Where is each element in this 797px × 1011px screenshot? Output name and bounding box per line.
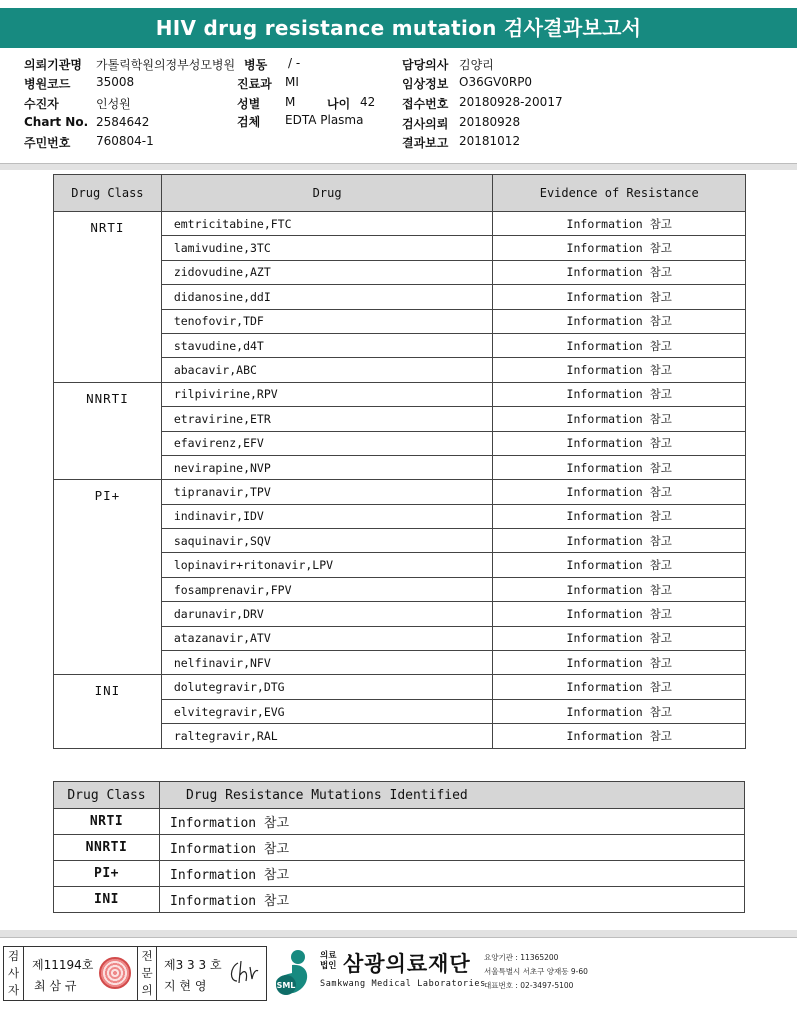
evidence-cell: Information 참고 xyxy=(493,431,746,455)
org-english-name: Samkwang Medical Laboratories xyxy=(320,979,486,989)
drug-name-cell: elvitegravir,EVG xyxy=(161,699,493,723)
sml-logo-icon xyxy=(272,947,316,997)
table-row xyxy=(54,675,746,699)
table-row xyxy=(54,835,745,861)
evidence-cell: Information 참고 xyxy=(493,382,746,406)
evidence-cell: Information 참고 xyxy=(493,358,746,382)
header-drug: Drug xyxy=(161,175,493,212)
clinical-label: 임상정보 xyxy=(402,77,449,91)
table-row xyxy=(54,887,745,913)
mutation-table-header-row xyxy=(54,782,745,809)
drug-name-cell: atazanavir,ATV xyxy=(161,626,493,650)
specialist-name: 지 현 영 xyxy=(164,979,207,993)
specialist-vert-char: 전 xyxy=(141,949,153,963)
table-row xyxy=(54,809,745,835)
evidence-cell: Information 참고 xyxy=(493,285,746,309)
drug-name-cell: rilpivirine,RPV xyxy=(161,382,493,406)
sex-value: M xyxy=(285,95,296,109)
drug-name-cell: tipranavir,TPV xyxy=(161,480,493,504)
table-row xyxy=(54,382,746,406)
seal-stamp-icon xyxy=(99,957,131,989)
org-address: 서울특별시 서초구 양재동 9-60 xyxy=(484,967,588,976)
examiner-vert-char: 자 xyxy=(7,983,20,997)
footer-divider xyxy=(0,930,797,938)
examiner-number: 제11194호 xyxy=(32,958,94,972)
evidence-cell: Information 참고 xyxy=(493,236,746,260)
receipt-value: 20180928-20017 xyxy=(459,95,563,109)
mutation-class-cell: NNRTI xyxy=(54,835,160,861)
drug-name-cell: emtricitabine,FTC xyxy=(161,212,493,236)
examiner-name: 최 삼 규 xyxy=(34,979,77,993)
age-label: 나이 xyxy=(327,97,351,111)
drug-name-cell: indinavir,IDV xyxy=(161,504,493,528)
drug-name-cell: efavirenz,EFV xyxy=(161,431,493,455)
drug-name-cell: nevirapine,NVP xyxy=(161,455,493,479)
resident-value: 760804-1 xyxy=(96,134,154,148)
specialist-vertical-label xyxy=(137,947,157,1000)
clinical-value: O36GV0RP0 xyxy=(459,75,533,89)
result-label: 결과보고 xyxy=(402,136,449,150)
request-label: 검사의뢰 xyxy=(402,117,449,131)
evidence-cell: Information 참고 xyxy=(493,309,746,333)
table-row xyxy=(54,212,746,236)
resident-label: 주민번호 xyxy=(24,136,71,150)
drug-class-cell: NNRTI xyxy=(54,382,162,480)
drug-class-cell: INI xyxy=(54,675,162,748)
hospital-code-value: 35008 xyxy=(96,75,135,89)
receipt-label: 접수번호 xyxy=(402,97,449,111)
evidence-cell: Information 참고 xyxy=(493,724,746,748)
drug-name-cell: darunavir,DRV xyxy=(161,602,493,626)
specialist-vert-char: 의 xyxy=(141,983,153,997)
evidence-cell: Information 참고 xyxy=(493,675,746,699)
drug-name-cell: raltegravir,RAL xyxy=(161,724,493,748)
age-value: 42 xyxy=(360,95,376,109)
table-row xyxy=(54,861,745,887)
drug-name-cell: lamivudine,3TC xyxy=(161,236,493,260)
examiner-vertical-label xyxy=(4,947,24,1000)
logo-text: SML xyxy=(276,981,296,990)
dept-label: 진료과 xyxy=(237,77,272,91)
table-row xyxy=(54,480,746,504)
mutation-table xyxy=(53,781,745,913)
mutation-value-cell: Information 참고 xyxy=(160,809,745,835)
drug-table-body xyxy=(54,212,746,749)
institution-label: 의뢰기관명 xyxy=(24,58,82,72)
section-divider xyxy=(0,163,797,170)
evidence-cell: Information 참고 xyxy=(493,626,746,650)
evidence-cell: Information 참고 xyxy=(493,577,746,601)
org-legal-type: 의료 법인 xyxy=(320,951,337,971)
org-name: 삼광의료재단 xyxy=(343,952,471,976)
evidence-cell: Information 참고 xyxy=(493,553,746,577)
specialist-vert-char: 문 xyxy=(141,966,153,980)
mut-header-mutations: Drug Resistance Mutations Identified xyxy=(160,782,745,809)
drug-class-cell: PI+ xyxy=(54,480,162,675)
drug-name-cell: tenofovir,TDF xyxy=(161,309,493,333)
chart-value: 2584642 xyxy=(96,115,150,129)
signature-box xyxy=(3,946,267,1001)
drug-name-cell: stavudine,d4T xyxy=(161,333,493,357)
request-value: 20180928 xyxy=(459,115,521,129)
evidence-cell: Information 참고 xyxy=(493,529,746,553)
header-drug-class: Drug Class xyxy=(54,175,162,212)
doctor-label: 담당의사 xyxy=(402,58,449,72)
dept-value: MI xyxy=(285,75,299,89)
sex-label: 성별 xyxy=(237,97,261,111)
evidence-cell: Information 참고 xyxy=(493,212,746,236)
specimen-value: EDTA Plasma xyxy=(285,113,364,127)
mutation-value-cell: Information 참고 xyxy=(160,887,745,913)
evidence-cell: Information 참고 xyxy=(493,602,746,626)
drug-table-header-row xyxy=(54,175,746,212)
drug-name-cell: fosamprenavir,FPV xyxy=(161,577,493,601)
patient-info xyxy=(0,52,797,162)
mutation-class-cell: PI+ xyxy=(54,861,160,887)
mutation-value-cell: Information 참고 xyxy=(160,835,745,861)
drug-resistance-table xyxy=(53,174,746,749)
drug-name-cell: zidovudine,AZT xyxy=(161,260,493,284)
drug-name-cell: nelfinavir,NFV xyxy=(161,651,493,675)
evidence-cell: Information 참고 xyxy=(493,407,746,431)
examiner-vert-char: 검 xyxy=(7,949,20,963)
doctor-value: 김양리 xyxy=(459,58,494,72)
org-contact xyxy=(484,951,588,993)
specialist-number: 제3 3 3 호 xyxy=(164,958,222,972)
drug-name-cell: dolutegravir,DTG xyxy=(161,675,493,699)
evidence-cell: Information 참고 xyxy=(493,504,746,528)
specimen-label: 검체 xyxy=(237,115,261,129)
result-value: 20181012 xyxy=(459,134,521,148)
recipient-label: 수진자 xyxy=(24,97,59,111)
evidence-cell: Information 참고 xyxy=(493,333,746,357)
mutation-class-cell: INI xyxy=(54,887,160,913)
org-phone: 대표번호 : 02-3497-5100 xyxy=(484,981,574,990)
mut-header-drug-class: Drug Class xyxy=(54,782,160,809)
chart-label: Chart No. xyxy=(24,115,89,129)
header-evidence: Evidence of Resistance xyxy=(493,175,746,212)
drug-name-cell: etravirine,ETR xyxy=(161,407,493,431)
recipient-value: 인성원 xyxy=(96,97,131,111)
ward-value: / - xyxy=(288,56,301,70)
institution-value: 가톨릭학원의정부성모병원 xyxy=(96,58,236,72)
mutation-table-body xyxy=(54,809,745,913)
mutation-class-cell: NRTI xyxy=(54,809,160,835)
report-title: HIV drug resistance mutation 검사결과보고서 xyxy=(0,8,797,48)
drug-class-cell: NRTI xyxy=(54,212,162,383)
examiner-vert-char: 사 xyxy=(7,966,20,980)
evidence-cell: Information 참고 xyxy=(493,455,746,479)
drug-name-cell: didanosine,ddI xyxy=(161,285,493,309)
org-code: 요양기관 : 11365200 xyxy=(484,953,559,962)
evidence-cell: Information 참고 xyxy=(493,699,746,723)
drug-name-cell: abacavir,ABC xyxy=(161,358,493,382)
evidence-cell: Information 참고 xyxy=(493,260,746,284)
drug-name-cell: saquinavir,SQV xyxy=(161,529,493,553)
mutation-value-cell: Information 참고 xyxy=(160,861,745,887)
drug-name-cell: lopinavir+ritonavir,LPV xyxy=(161,553,493,577)
evidence-cell: Information 참고 xyxy=(493,651,746,675)
signature-icon xyxy=(226,955,260,989)
hospital-code-label: 병원코드 xyxy=(24,77,71,91)
ward-label: 병동 xyxy=(244,58,268,72)
evidence-cell: Information 참고 xyxy=(493,480,746,504)
